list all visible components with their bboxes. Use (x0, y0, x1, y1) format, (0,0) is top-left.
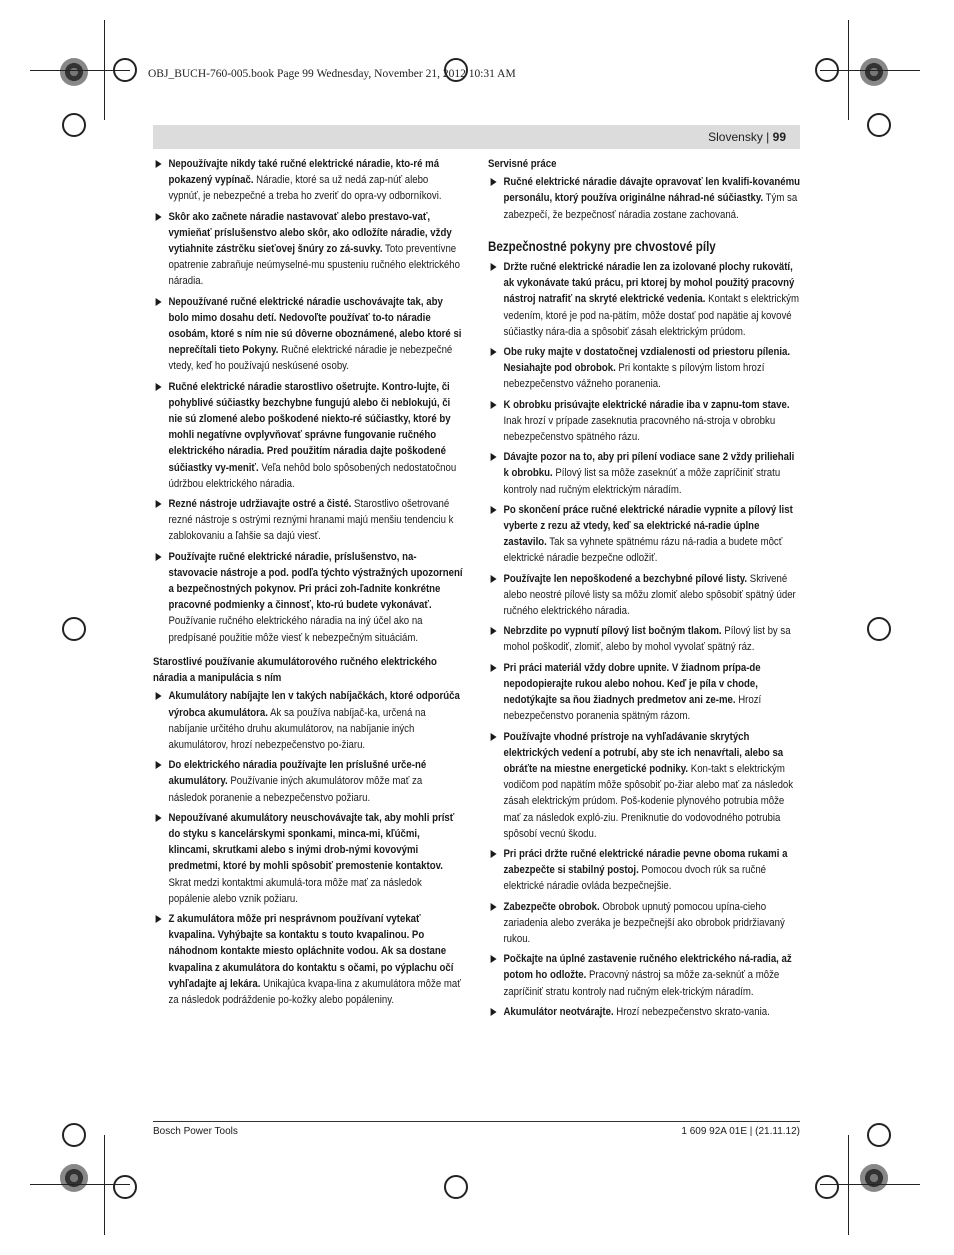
bullet-text: Pílový list by sa mohol poškodiť, zlomiť, alebo by mohol vyvolať spätný ráz. (503, 625, 791, 654)
registration-mark-icon (60, 58, 88, 86)
bullet-bold-text: K obrobku prisúvajte elektrické náradie iba v zapnu-tom stave. (503, 398, 790, 411)
bullet-item (153, 156, 463, 205)
bullet-text: Náradie, ktoré sa už nedá zap-núť alebo vypnúť, je nebezpečné a treba ho zveriť do opra-vy odborníkovi. (168, 174, 442, 203)
bullet-item (153, 810, 463, 907)
bullet-bold-text: Skôr ako začnete náradie nastavovať alebo prestavo-vať, vymieňať príslušenstvo alebo skôr, ako odložíte náradie, vždy vytiahnite zástrčku sieťovej šnúry zo zá-suvky. (168, 210, 452, 256)
bullet-bold-text: Do elektrického náradia používajte len príslušné urče-né akumulátory. (168, 759, 427, 788)
bullet-item (153, 549, 463, 646)
crop-mark (104, 1135, 105, 1235)
bullet-item (488, 899, 800, 948)
bullet-text: Skrivené alebo neostré pílové listy sa môžu zlomiť alebo spôsobiť spätný úder ručného elektrického náradia. (503, 572, 796, 618)
service-items (488, 174, 800, 223)
bullet-bold-text: Nebrzdite po vypnutí pílový list bočným tlakom. (503, 625, 722, 638)
bullet-bold-text: Držte ručné elektrické náradie len za izolované plochy rukovätí, ak vykonávate takú prácu, pri ktorej by mohol použitý pracovný nástroj natrafiť na skryté elektrické vedenia. (503, 261, 795, 306)
crosshair-icon (444, 1175, 468, 1199)
bullet-text: Používanie iných akumulátorov môže mať za následok poranenie a nebezpečenstvo požiaru. (168, 775, 423, 804)
bullet-item (488, 660, 800, 725)
bullet-text: Hrozí nebezpečenstvo poranenia spätným rázom. (503, 694, 762, 723)
left-items (153, 156, 463, 646)
crosshair-icon (815, 1175, 839, 1199)
bullet-bold-text: Dávajte pozor na to, aby pri pílení vodiace sane 2 vždy priliehali k obrobku. (503, 451, 795, 480)
bullet-item (488, 397, 800, 446)
bullet-bold-text: Nepoužívané akumulátory neuschovávajte tak, aby mohli prísť do styku s kancelárskymi sponkami, minca-mi, kľúčmi, klincami, skrutkami alebo s inými drob-nými kovovými predmetmi, ktoré by mohli spôsobiť premostenie kontaktov. (168, 811, 455, 873)
bullet-item (488, 571, 800, 620)
bullet-text: Používanie ručného elektrického náradia na iný účel ako na predpísané použitie môže viesť k nebezpečným situáciám. (168, 615, 423, 644)
left-column (153, 156, 463, 1012)
print-slug: OBJ_BUCH-760-005.book Page 99 Wednesday, November 21, 2012 10:31 AM (148, 68, 516, 80)
bullet-text: Skrat medzi kontaktmi akumulá-tora môže mať za následok popálenie alebo vznik požiaru. (168, 876, 422, 905)
bullet-item (488, 846, 800, 895)
service-heading: Servisné práce (488, 158, 557, 170)
bullet-text: Tým sa zabezpečí, že bezpečnosť náradia zostane zachovaná. (503, 192, 798, 221)
footer-divider (153, 1121, 800, 1122)
registration-mark-icon (860, 1164, 888, 1192)
bullet-bold-text: Ručné elektrické náradie starostlivo ošetrujte. Kontro-lujte, či pohyblivé súčiastky bezchybne fungujú alebo či neblokujú, či nie sú zlomené alebo poškodené niekto-ré súčiastky, ktoré by mohli negatívne ovplyvňovať správne fungovanie ručného elektrického náradia. Pred použitím náradia dajte poškodené súčiastky vy-meniť. (168, 380, 451, 474)
footer-doc-number: 1 609 92A 01E | (21.11.12) (681, 1126, 800, 1137)
bullet-text: Inak hrozí v prípade zaseknutia pracovného ná-stroja v obrobku nebezpečenstvo spätného rázu. (503, 414, 776, 444)
bullet-item (153, 757, 463, 806)
bullet-text: Ručné elektrické náradie je nebezpečné vtedy, keď ho používajú neskúsené osoby. (168, 344, 453, 373)
crosshair-icon (113, 58, 137, 82)
header-text: Slovensky | 99 (708, 130, 786, 144)
bullet-bold-text: Používajte vhodné prístroje na vyhľadávanie skrytých elektrických vedení a potrubí, aby ste ich nenavŕtali, alebo sa obráťte na miestne energetické podniky. (503, 730, 784, 775)
bullet-item (488, 259, 800, 340)
bullet-item (488, 729, 800, 842)
bullet-item (153, 911, 463, 1008)
crosshair-icon (62, 1123, 86, 1147)
saw-heading: Bezpečnostné pokyny pre chvostové píly (488, 238, 716, 254)
bullet-bold-text: Používajte ručné elektrické náradie, príslušenstvo, na-stavovacie nástroje a pod. podľa týchto výstražných upozornení a bezpečnostných pokynov. Pri práci zoh-ľadnite konkrétne pracovné podmienky a činnosť, kto-rú budete vykonávať. (168, 550, 463, 612)
bullet-bold-text: Ručné elektrické náradie dávajte opravovať len kvalifi-kovanému personálu, ktorý používa originálne náhrad-né súčiastky. (503, 176, 801, 205)
bullet-item (488, 449, 800, 498)
bullet-bold-text: Akumulátor neotvárajte. (503, 1005, 614, 1018)
bullet-bold-text: Pri práci držte ručné elektrické náradie pevne oboma rukami a zabezpečte si stabilný postoj. (503, 847, 788, 877)
bullet-text: Toto preventívne opatrenie zabraňuje neúmyselné-mu spusteniu ručného elektrického náradia. (168, 243, 460, 288)
bullet-text: Pracovný nástroj sa môže za-seknúť a môže zapríčiniť stratu kontroly nad ručným elek-trickým náradím. (503, 969, 780, 998)
bullet-item (488, 623, 800, 655)
bullet-item (153, 294, 463, 375)
bullet-bold-text: Nepoužívané ručné elektrické náradie uschovávajte tak, aby bolo mimo dosahu detí. Nedovoľte používať to-to náradie osobám, ktoré s ním nie sú dôverne oboznámené, alebo ktoré si neprečítali tieto Pokyny. (168, 295, 462, 357)
bullet-bold-text: Nepoužívajte nikdy také ručné elektrické náradie, kto-ré má pokazený vypínač. (168, 158, 440, 187)
bullet-text: Pomocou dvoch rúk sa ručné elektrické náradie ovláda bezpečnejšie. (503, 864, 767, 893)
battery-heading: Starostlivé používanie akumulátorového ručného elektrického náradia a manipulácia s ním (153, 655, 437, 685)
bullet-item (488, 174, 800, 223)
bullet-bold-text: Po skončení práce ručné elektrické náradie vypnite a pílový list vyberte z rezu až vtedy, keď sa elektrické ná-radie úplne zastavilo. (503, 503, 793, 549)
header-language: Slovensky (708, 130, 763, 144)
saw-items (488, 259, 800, 1020)
bullet-text: Obrobok upnutý pomocou upína-cieho zariadenia alebo zveráka je bezpečnejší ako obrobok pridržiavaný rukou. (503, 900, 785, 945)
bullet-bold-text: Z akumulátora môže pri nesprávnom používaní vytekať kvapalina. Vyhýbajte sa kontaktu s touto kvapalinou. Po náhodnom kontakte miesto opláchnite vodou. Ak sa dostane kvapalina z akumulátora do kontaktu s očami, po výplachu očí vyhľadajte aj lekára. (168, 912, 454, 990)
bullet-text: Ak sa používa nabíjač-ka, určená na nabíjanie určitého druhu akumulátorov, na nabíjanie iných akumulátorov, hrozí nebezpečenstvo po-žiaru. (168, 706, 426, 751)
bullet-text: Hrozí nebezpečenstvo skrato-vania. (613, 1005, 770, 1018)
bullet-bold-text: Rezné nástroje udržiavajte ostré a čisté. (168, 498, 352, 511)
bullet-text: Starostlivo ošetrované rezné nástroje s ostrými reznými hranami majú menšiu tendenciu k zablokovaniu a ľahšie sa dajú viesť. (168, 498, 454, 543)
crosshair-icon (867, 1123, 891, 1147)
bullet-item (153, 209, 463, 290)
registration-mark-icon (860, 58, 888, 86)
battery-items (153, 688, 463, 1008)
bullet-bold-text: Akumulátory nabíjajte len v takých nabíjačkách, ktoré odporúča výrobca akumulátora. (168, 690, 460, 719)
bullet-bold-text: Používajte len nepoškodené a bezchybné pílové listy. (503, 572, 748, 585)
bullet-bold-text: Zabezpečte obrobok. (503, 900, 600, 913)
bullet-item (153, 496, 463, 545)
crosshair-icon (62, 617, 86, 641)
right-column (488, 156, 800, 1024)
bullet-text: Kontakt s elektrickým vedením, ktoré je pod na-pätím, môže dostať pod napätie aj kovové súčiastky nára-dia a spôsobiť zásah elektrickým prúdom. (503, 293, 799, 338)
bullet-item (153, 379, 463, 492)
bullet-item (488, 1004, 800, 1020)
bullet-item (488, 502, 800, 567)
bullet-item (488, 344, 800, 393)
crosshair-icon (867, 617, 891, 641)
bullet-bold-text: Počkajte na úplné zastavenie ručného elektrického ná-radia, až potom ho odložte. (503, 953, 792, 982)
page-header (153, 125, 800, 149)
bullet-text: Unikajúca kvapa-lina z akumulátora môže mať za následok podráždenie po-kožky alebo popáleniny. (168, 977, 461, 1006)
crosshair-icon (867, 113, 891, 137)
crop-mark (848, 1135, 849, 1235)
bullet-item (153, 688, 463, 753)
footer-brand: Bosch Power Tools (153, 1126, 238, 1137)
bullet-text: Tak sa vyhnete spätnému rázu ná-radia a budete môcť elektrické náradie bezpečne odložiť. (503, 536, 783, 565)
bullet-text: Veľa nehôd bolo spôsobených nedostatočnou údržbou elektrického náradia. (168, 461, 457, 490)
crosshair-icon (113, 1175, 137, 1199)
bullet-text: Pri kontakte s pílovým listom hrozí nebezpečenstvo vážneho poranenia. (503, 362, 765, 391)
bullet-text: Pílový list sa môže zaseknúť a môže zapríčiniť stratu kontroly nad ručným elektrickým náradím. (503, 467, 781, 496)
bullet-item (488, 951, 800, 1000)
registration-mark-icon (60, 1164, 88, 1192)
crosshair-icon (815, 58, 839, 82)
bullet-bold-text: Pri práci materiál vždy dobre upnite. V žiadnom prípa-de nepodopierajte rukou alebo nohou. Keď je píla v chode, nedotýkajte sa ňou žiadnych predmetov ani ze-me. (503, 661, 761, 707)
bullet-text: Kon-takt s elektrickým vodičom pod napätím môže spôsobiť po-žiar alebo mať za následok zásah elektrickým prúdom. Poš-kodenie plynového potrubia môže mať za následok expló-ziu. Preniknutie do vodovodného potrubia spôsobí vecnú škodu. (503, 762, 794, 840)
page-number: 99 (772, 130, 786, 144)
bullet-bold-text: Obe ruky majte v dostatočnej vzdialenosti od priestoru pílenia. Nesiahajte pod obrobok. (503, 346, 791, 375)
crosshair-icon (62, 113, 86, 137)
